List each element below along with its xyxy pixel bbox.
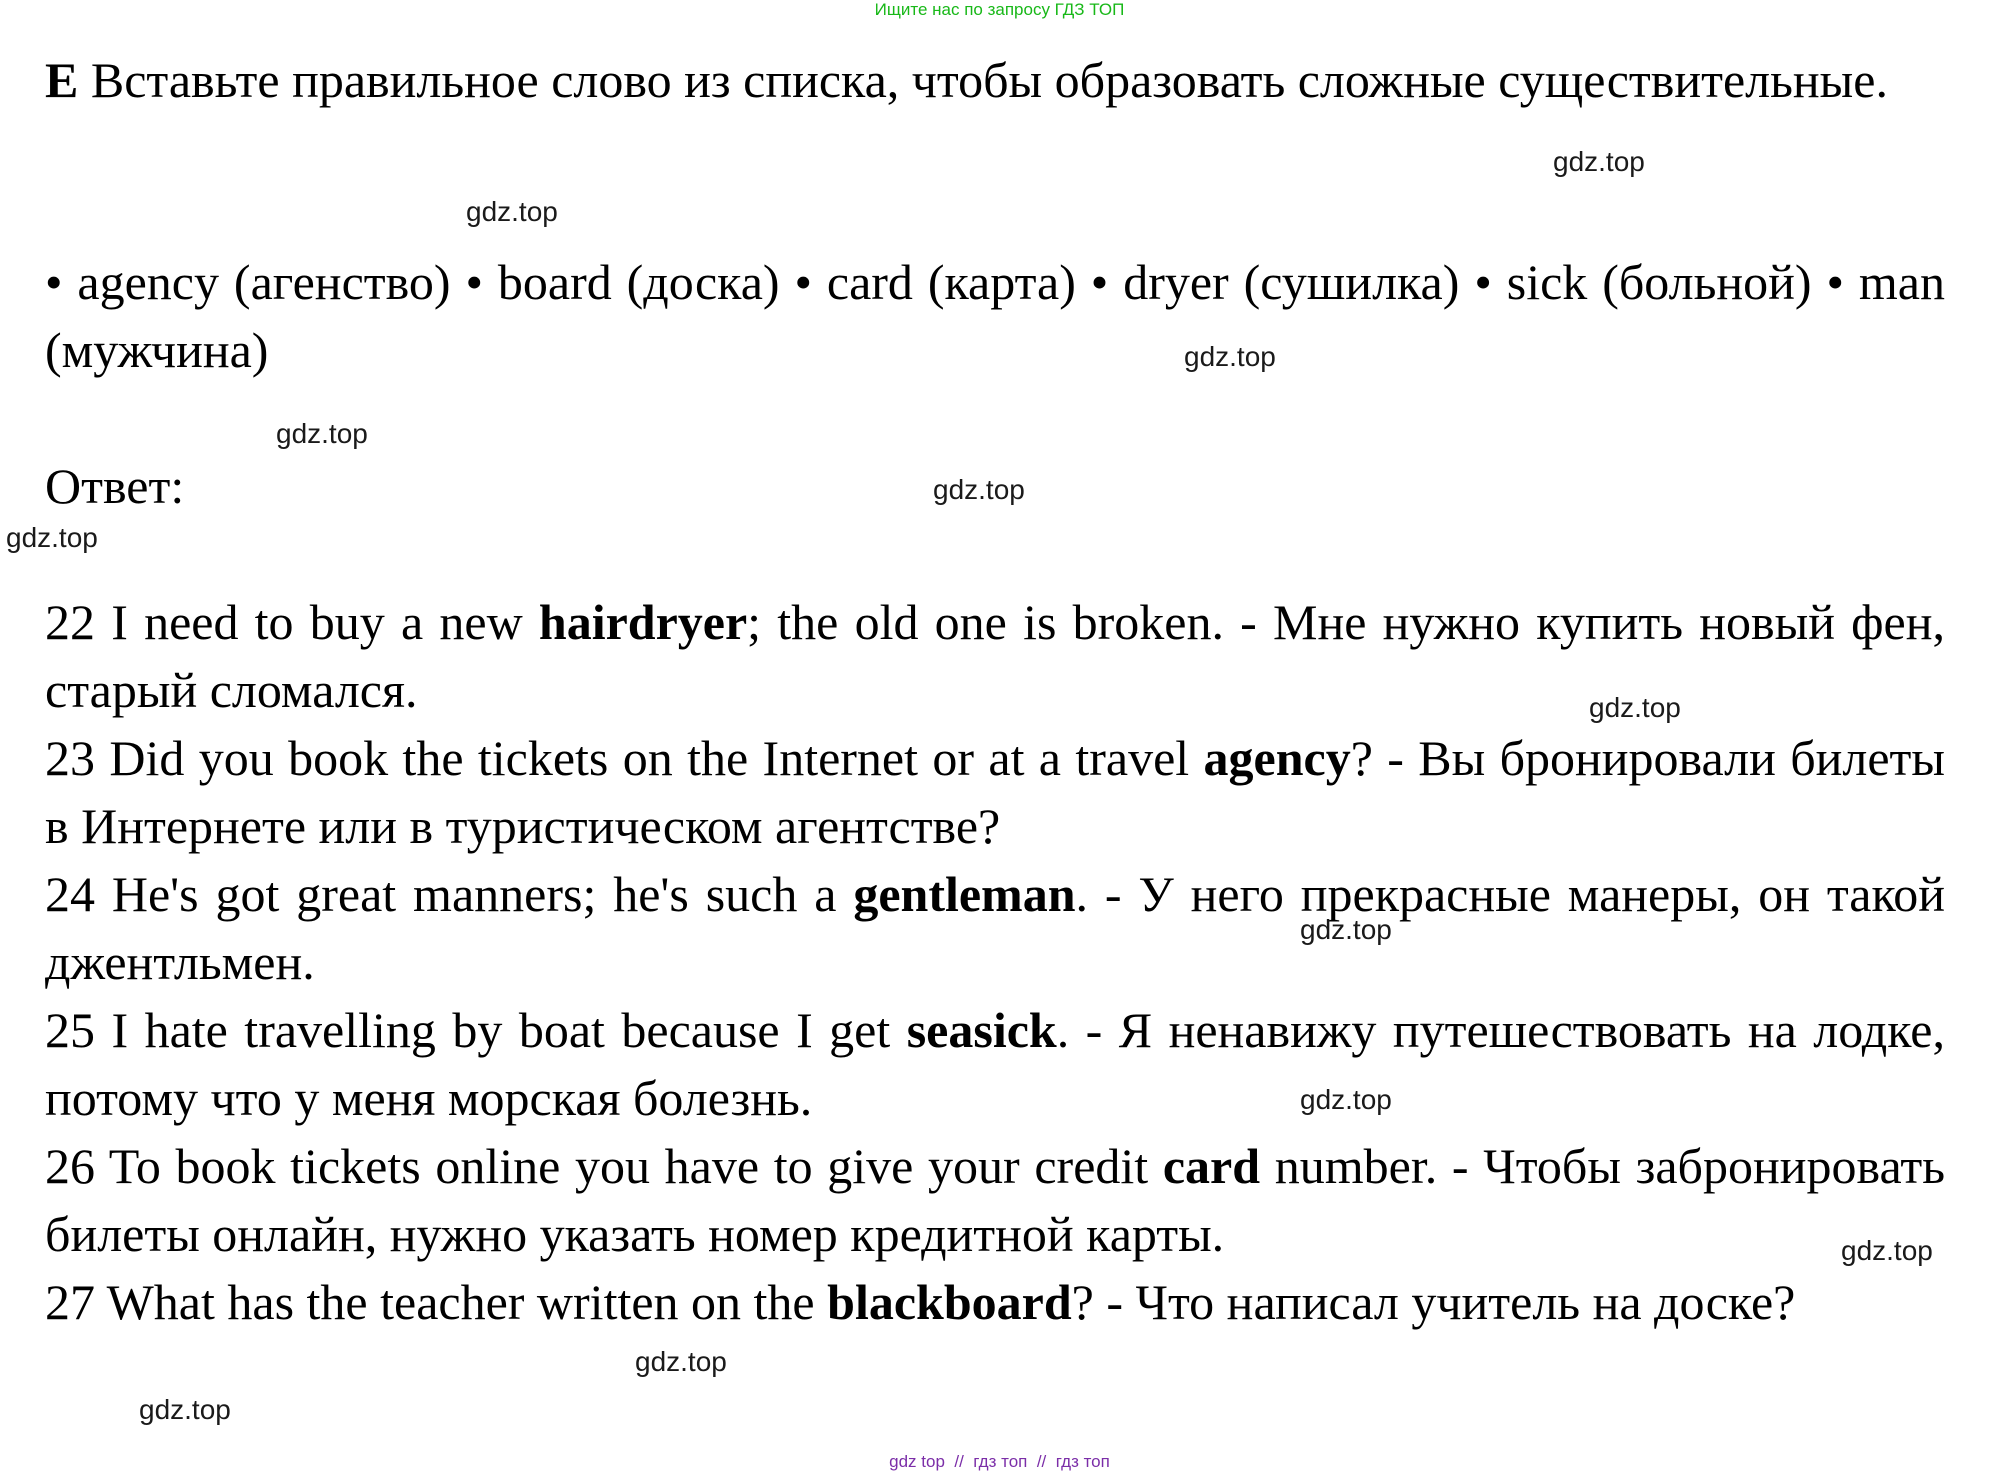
top-banner: Ищите нас по запросу ГДЗ ТОП	[874, 0, 1125, 19]
answer-word: blackboard	[827, 1274, 1072, 1330]
task-letter: E	[45, 52, 79, 108]
answer-word: card	[1162, 1138, 1261, 1194]
watermark: gdz.top	[1300, 914, 1392, 945]
answer-word: seasick	[906, 1002, 1057, 1058]
watermark: gdz.top	[635, 1346, 727, 1377]
answer-24: 24 He's got great manners; he's such a gentleman. - У него прекрасные манеры, он такой джентльмен.	[45, 866, 1945, 990]
watermark: gdz.top	[1300, 1084, 1392, 1115]
answer-22: 22 I need to buy a new hairdryer; the old one is broken. - Мне нужно купить новый фен, старый сломался.	[45, 594, 1946, 718]
task-instruction	[45, 46, 1945, 114]
answer-label: Ответ:	[45, 458, 185, 514]
watermark: gdz.top	[139, 1394, 231, 1425]
watermark: gdz.top	[933, 474, 1025, 505]
watermark: gdz.top	[6, 522, 98, 553]
answer-word: hairdryer	[538, 594, 748, 650]
watermark: gdz.top	[466, 196, 558, 227]
answer-word: agency	[1203, 730, 1351, 786]
bottom-banner: gdz top // гдз топ // гдз топ	[889, 1452, 1110, 1471]
answer-27: 27 What has the teacher written on the blackboard? - Что написал учитель на доске?	[45, 1274, 1796, 1330]
answer-26: 26 To book tickets online you have to give your credit card number. - Чтобы забронировать билеты онлайн, нужно указать номер кредитной карты.	[45, 1138, 1945, 1262]
watermark: gdz.top	[276, 418, 368, 449]
answer-word: gentleman	[853, 866, 1076, 922]
answer-25: 25 I hate travelling by boat because I get seasick. - Я ненавижу путешествовать на лодке, потому что у меня морская болезнь.	[45, 1002, 1945, 1126]
watermark: gdz.top	[1841, 1235, 1933, 1266]
word-list: • agency (агенство) • board (доска) • card (карта) • dryer (сушилка) • sick (больной) • man (мужчина)	[45, 254, 1945, 378]
watermark: gdz.top	[1589, 692, 1681, 723]
watermark: gdz.top	[1553, 146, 1645, 177]
answer-23: 23 Did you book the tickets on the Internet or at a travel agency? - Вы бронировали билеты в Интернете или в туристическом агентстве?	[45, 730, 1945, 854]
watermark: gdz.top	[1184, 341, 1276, 372]
task-text: Вставьте правильное слово из списка, чтобы образовать сложные существительные.	[90, 52, 1888, 108]
